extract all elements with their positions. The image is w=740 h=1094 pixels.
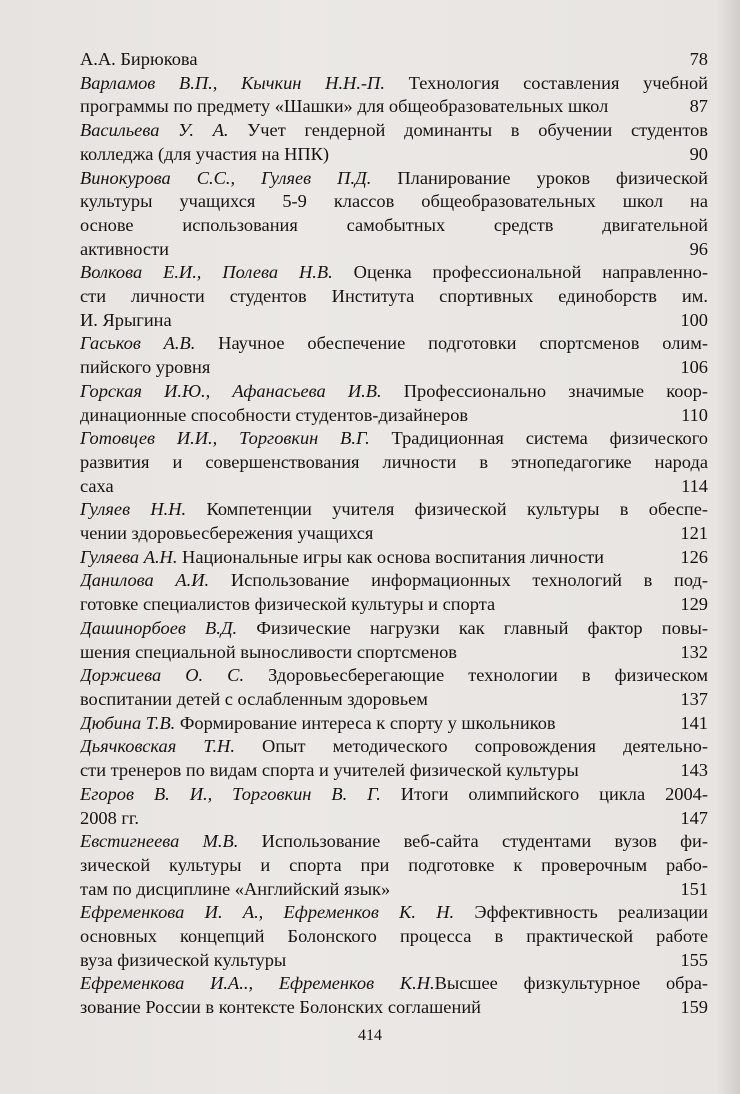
toc-entry-title: Планирование уроков физической xyxy=(371,167,708,188)
toc-entry-page: 141 xyxy=(680,712,708,733)
toc-entry-title: сти тренеров по видам спорта и учителей физической культуры xyxy=(80,760,579,781)
toc-entry-authors: Гаськов А.В. xyxy=(80,333,196,354)
toc-entry-title: там по дисциплине «Английский язык» xyxy=(80,878,391,899)
toc-entry-line xyxy=(80,190,708,214)
toc-entry xyxy=(80,546,708,570)
toc-entry-line xyxy=(80,878,708,902)
toc-entry-line xyxy=(80,830,708,854)
toc-entry xyxy=(80,901,708,972)
toc-entry-title: зование России в контексте Болонских соглашений xyxy=(80,997,482,1018)
toc-entry-authors: Егоров В. И., Торговкин В. Г. xyxy=(80,783,381,804)
toc-entry-line xyxy=(80,309,708,333)
toc-entry-line xyxy=(80,356,708,380)
toc-entry-authors: Дашинорбоев В.Д. xyxy=(80,617,238,638)
toc-entry xyxy=(80,569,708,616)
toc-entry xyxy=(80,735,708,782)
toc-entry-authors: Ефременкова И. А., Ефременков К. Н. xyxy=(80,902,455,923)
toc-entry-title: Оценка профессиональной направленно- xyxy=(332,262,708,283)
toc-entry-line xyxy=(80,569,708,593)
toc-entry-line xyxy=(80,167,708,191)
toc-entry-title: вуза физической культуры xyxy=(80,949,287,970)
toc-entry-line xyxy=(80,664,708,688)
toc-entry-page: 159 xyxy=(680,997,708,1018)
toc-entry-line xyxy=(80,380,708,404)
toc-entry xyxy=(80,427,708,498)
toc-entry-title: шения специальной выносливости спортсменов xyxy=(80,641,457,662)
toc-entry-line xyxy=(80,332,708,356)
toc-entry-line xyxy=(80,214,708,238)
page-edge-shadow xyxy=(716,0,740,1094)
toc-entry-title: динационные способности студентов-дизайнеров xyxy=(80,404,469,425)
toc-entry-page: 132 xyxy=(680,641,708,662)
toc-entry-line xyxy=(80,712,708,736)
toc-entry xyxy=(80,830,708,901)
toc-entry-page: 87 xyxy=(689,96,708,117)
toc-entry-authors: Васильева У. А. xyxy=(80,120,229,141)
toc-entry-title: Профессионально значимые коор- xyxy=(381,380,708,401)
toc-entry-title: Физические нагрузки как главный фактор повы- xyxy=(237,617,708,638)
toc-entry-line xyxy=(80,451,708,475)
toc-entry-page: 100 xyxy=(680,309,708,330)
toc-entry-line xyxy=(80,546,708,570)
toc-entry xyxy=(80,664,708,711)
toc-entry-line xyxy=(80,996,708,1020)
toc-entry-authors: Винокурова С.С., Гуляев П.Д. xyxy=(80,167,372,188)
toc-entry xyxy=(80,119,708,166)
toc-entry-authors: Готовцев И.И., Торговкин В.Г. xyxy=(80,428,370,449)
toc-entry xyxy=(80,48,708,72)
toc-entry-line xyxy=(80,498,708,522)
toc-entry-title: А.А. Бирюкова xyxy=(80,49,198,69)
toc-entry-title: готовке специалистов физической культуры и спорта xyxy=(80,594,496,615)
toc-entry-authors: Волкова Е.И., Полева Н.В. xyxy=(80,262,333,283)
toc-entry-line xyxy=(80,475,708,499)
toc-entry-line xyxy=(80,735,708,759)
toc-entry-line xyxy=(80,95,708,119)
toc-entry-title: Высшее физкультурное обра- xyxy=(434,973,708,994)
toc-entry-authors: Горская И.Ю., Афанасьева И.В. xyxy=(80,380,382,401)
toc-entry-page: 110 xyxy=(681,404,708,425)
toc-entry-title: зической культуры и спорта при подготовке к проверочным рабо- xyxy=(80,854,708,875)
toc-entry-title: активности xyxy=(80,238,169,259)
toc-entry xyxy=(80,498,708,545)
toc-entry-title: саха xyxy=(80,475,114,496)
toc-entry-line xyxy=(80,854,708,878)
toc-entry-line xyxy=(80,783,708,807)
toc-entry-title: воспитании детей с ослабленным здоровьем xyxy=(80,688,428,709)
toc-entry-line xyxy=(80,72,708,96)
toc-entry-line xyxy=(80,261,708,285)
toc-entry-title: И. Ярыгина xyxy=(80,309,172,330)
toc-entry-page: 129 xyxy=(680,594,708,615)
toc-entry-page: 155 xyxy=(680,949,708,970)
toc-entry-page: 151 xyxy=(680,878,708,899)
toc-entry xyxy=(80,617,708,664)
toc-entry-line xyxy=(80,949,708,973)
toc-entry-title: основе использования самобытных средств двигательной xyxy=(80,214,708,235)
toc-entry-line xyxy=(80,593,708,617)
toc-entry-title: пийского уровня xyxy=(80,357,211,378)
toc-entry-title: Использование веб-сайта студентами вузов фи- xyxy=(238,831,708,852)
toc-entry-line xyxy=(80,143,708,167)
toc-entry-page: 106 xyxy=(680,357,708,378)
toc-entry-authors: Гуляев Н.Н. xyxy=(80,499,187,520)
toc-entry-title: Учет гендерной доминанты в обучении студентов xyxy=(228,120,708,141)
toc-entry-line xyxy=(80,972,708,996)
toc-entry-page: 121 xyxy=(680,523,708,544)
toc-entry-title: Компетенции учителя физической культуры в обеспе- xyxy=(186,499,708,520)
toc-entry-line xyxy=(80,641,708,665)
toc-entry-line xyxy=(80,925,708,949)
toc-entry-line xyxy=(80,404,708,428)
toc-entry-title: Итоги олимпийского цикла 2004- xyxy=(380,783,708,804)
toc-entry-title: Национальные игры как основа воспитания личности xyxy=(177,546,605,567)
toc-entry xyxy=(80,972,708,1019)
toc-entry-title: программы по предмету «Шашки» для общеобразовательных школ xyxy=(80,96,609,117)
toc-entry-line xyxy=(80,688,708,712)
toc-entry-page: 90 xyxy=(689,143,708,164)
toc-entry-authors: Дюбина Т.В. xyxy=(80,712,176,733)
toc-entry-title: Здоровьесберегающие технологии в физическом xyxy=(244,665,708,686)
toc-entry-authors: Доржиева О. С. xyxy=(80,665,245,686)
toc-entry-title: основных концепций Болонского процесса в практической работе xyxy=(80,926,708,947)
toc-entry-title: Технология составления учебной xyxy=(384,72,708,93)
toc-entry-title: Формирование интереса к спорту у школьников xyxy=(175,712,556,733)
toc-entry xyxy=(80,783,708,830)
toc-entry-line xyxy=(80,48,708,72)
toc-entry-page: 137 xyxy=(680,688,708,709)
toc-entry xyxy=(80,712,708,736)
toc-entry-authors: Данилова А.И. xyxy=(80,570,210,591)
toc-entry-authors: Гуляева А.Н. xyxy=(80,546,178,567)
toc-entry-line xyxy=(80,617,708,641)
toc-entry-title: Традиционная система физического xyxy=(369,428,708,449)
toc-entry-title: развития и совершенствования личности в этнопедагогике народа xyxy=(80,451,708,472)
toc-entry-authors: Дьячковская Т.Н. xyxy=(80,736,235,757)
toc-entry-title: сти личности студентов Института спортивных единоборств им. xyxy=(80,286,708,307)
toc-entry-title: Эффективность реализации xyxy=(454,902,708,923)
toc-entry-authors: Ефременкова И.А.., Ефременков К.Н. xyxy=(80,973,435,994)
toc-entry-authors: Варламов В.П., Кычкин Н.Н.-П. xyxy=(80,72,385,93)
toc-entry-line xyxy=(80,427,708,451)
toc-entry-page: 78 xyxy=(689,49,708,69)
toc-entry-line xyxy=(80,522,708,546)
toc-entry-page: 96 xyxy=(689,238,708,259)
toc-entry-line xyxy=(80,238,708,262)
toc-entry-line xyxy=(80,759,708,783)
toc-entry-line xyxy=(80,901,708,925)
toc-entry xyxy=(80,261,708,332)
toc-entry-line xyxy=(80,119,708,143)
toc-entry-page: 147 xyxy=(680,807,708,828)
toc-entry xyxy=(80,72,708,119)
toc-entry-line xyxy=(80,807,708,831)
toc-entry-title: 2008 гг. xyxy=(80,807,139,828)
toc-entry xyxy=(80,380,708,427)
toc-entry-page: 126 xyxy=(680,546,708,567)
toc-entry-title: Использование информационных технологий в под- xyxy=(209,570,708,591)
table-of-contents xyxy=(80,48,708,1020)
page-number: 414 xyxy=(358,1027,382,1044)
toc-entry-line xyxy=(80,285,708,309)
toc-entry-page: 143 xyxy=(680,760,708,781)
toc-entry-title: Научное обеспечение подготовки спортсменов олим- xyxy=(195,333,708,354)
toc-entry-title: колледжа (для участия на НПК) xyxy=(80,143,330,164)
toc-entry xyxy=(80,167,708,262)
toc-entry xyxy=(80,332,708,379)
toc-entry-authors: Евстигнеева М.В. xyxy=(80,831,239,852)
toc-entry-title: культуры учащихся 5-9 классов общеобразовательных школ на xyxy=(80,191,708,212)
toc-entry-page: 114 xyxy=(681,475,708,496)
toc-entry-title: Опыт методического сопровождения деятельно- xyxy=(234,736,708,757)
toc-entry-title: чении здоровьесбережения учащихся xyxy=(80,523,374,544)
